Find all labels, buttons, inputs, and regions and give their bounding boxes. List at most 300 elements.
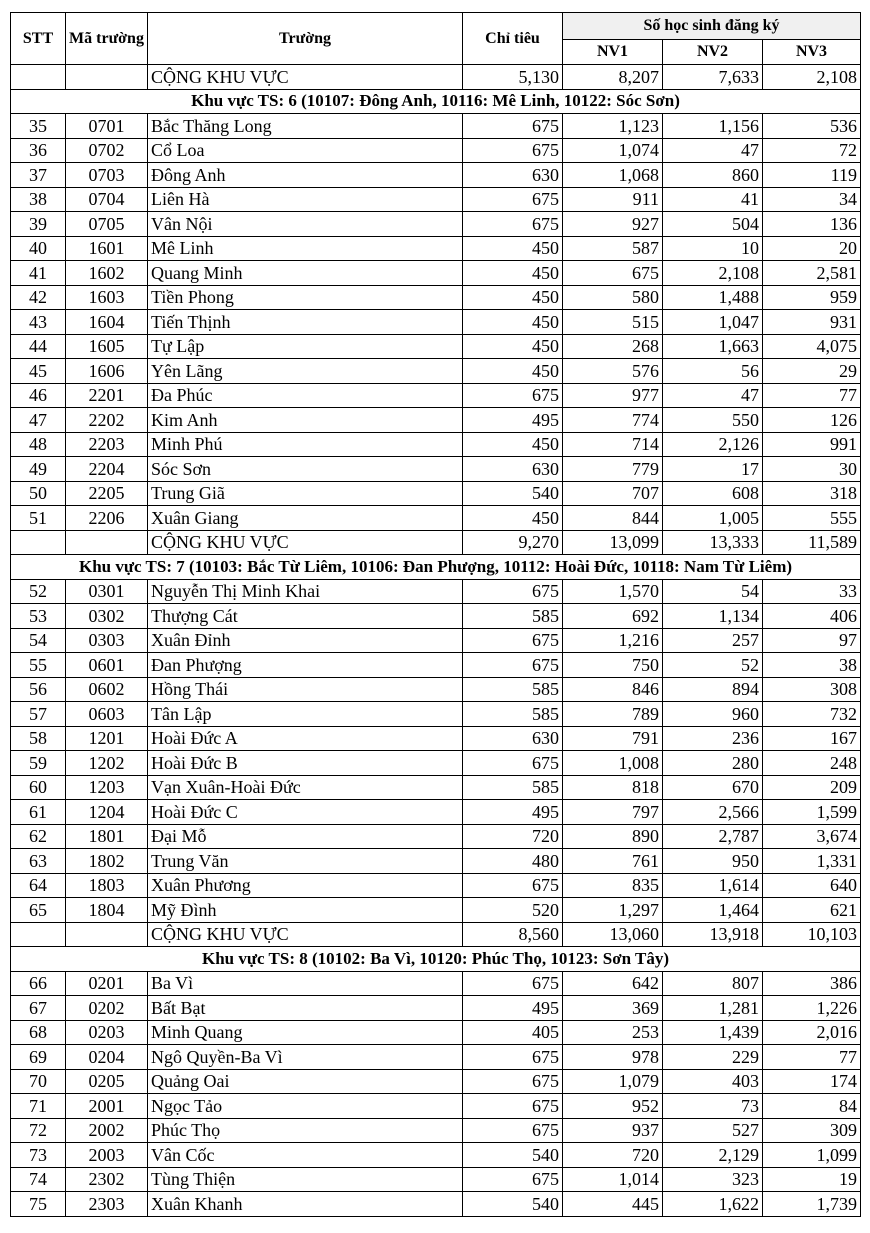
region-header-row	[11, 555, 861, 580]
cell-nv1: 1,008	[563, 751, 663, 776]
cell-ma-truong: 0704	[66, 187, 148, 212]
header-stt: STT	[11, 13, 66, 65]
cell-nv3: 174	[763, 1069, 861, 1094]
table-row	[11, 212, 861, 237]
cell-nv1: 642	[563, 971, 663, 996]
cell-ma-truong: 0302	[66, 604, 148, 629]
cell-ma-truong: 0703	[66, 163, 148, 188]
cell-nv2: 1,047	[663, 310, 763, 335]
cell-stt: 39	[11, 212, 66, 237]
cell-nv2: 1,488	[663, 285, 763, 310]
table-row	[11, 481, 861, 506]
cell-nv3: 555	[763, 506, 861, 531]
cell-ma-truong: 1604	[66, 310, 148, 335]
region-total-row	[11, 65, 861, 90]
table-row	[11, 310, 861, 335]
cell-nv2: 52	[663, 653, 763, 678]
cell-nv2: 2,566	[663, 800, 763, 825]
cell-stt: 35	[11, 114, 66, 139]
cell-chi-tieu: 630	[463, 457, 563, 482]
table-row	[11, 849, 861, 874]
table-row	[11, 138, 861, 163]
cell-stt: 46	[11, 383, 66, 408]
cell-truong: Hoài Đức C	[148, 800, 463, 825]
cell-nv1: 797	[563, 800, 663, 825]
cell-nv2: 257	[663, 628, 763, 653]
cell-nv1: 13,060	[563, 922, 663, 947]
cell-nv2: 527	[663, 1118, 763, 1143]
cell-stt	[11, 65, 66, 90]
cell-truong: CỘNG KHU VỰC	[148, 922, 463, 947]
cell-nv2: 280	[663, 751, 763, 776]
cell-nv3: 621	[763, 898, 861, 923]
cell-stt: 54	[11, 628, 66, 653]
cell-nv2: 960	[663, 702, 763, 727]
cell-nv3: 2,581	[763, 261, 861, 286]
cell-stt: 59	[11, 751, 66, 776]
cell-stt: 53	[11, 604, 66, 629]
cell-nv1: 8,207	[563, 65, 663, 90]
cell-chi-tieu: 630	[463, 163, 563, 188]
cell-nv2: 1,622	[663, 1192, 763, 1217]
cell-nv1: 911	[563, 187, 663, 212]
table-row	[11, 579, 861, 604]
cell-truong: Kim Anh	[148, 408, 463, 433]
cell-chi-tieu: 675	[463, 1118, 563, 1143]
cell-nv2: 54	[663, 579, 763, 604]
cell-stt: 47	[11, 408, 66, 433]
cell-truong: Tùng Thiện	[148, 1167, 463, 1192]
cell-nv2: 1,439	[663, 1020, 763, 1045]
cell-nv3: 19	[763, 1167, 861, 1192]
table-row	[11, 334, 861, 359]
cell-chi-tieu: 675	[463, 628, 563, 653]
cell-nv2: 670	[663, 775, 763, 800]
cell-nv3: 959	[763, 285, 861, 310]
cell-ma-truong: 2204	[66, 457, 148, 482]
table-row	[11, 285, 861, 310]
cell-truong: Ba Vì	[148, 971, 463, 996]
table-row	[11, 506, 861, 531]
cell-stt: 63	[11, 849, 66, 874]
cell-chi-tieu: 450	[463, 334, 563, 359]
cell-nv2: 10	[663, 236, 763, 261]
cell-stt: 70	[11, 1069, 66, 1094]
cell-stt: 40	[11, 236, 66, 261]
cell-nv1: 13,099	[563, 530, 663, 555]
cell-chi-tieu: 675	[463, 212, 563, 237]
cell-nv3: 309	[763, 1118, 861, 1143]
cell-ma-truong: 1801	[66, 824, 148, 849]
cell-ma-truong: 2203	[66, 432, 148, 457]
cell-chi-tieu: 675	[463, 653, 563, 678]
cell-nv3: 167	[763, 726, 861, 751]
cell-nv2: 17	[663, 457, 763, 482]
cell-chi-tieu: 585	[463, 775, 563, 800]
cell-nv1: 977	[563, 383, 663, 408]
cell-truong: Hoài Đức B	[148, 751, 463, 776]
cell-chi-tieu: 585	[463, 677, 563, 702]
cell-chi-tieu: 450	[463, 359, 563, 384]
cell-stt: 73	[11, 1143, 66, 1168]
region-header-row	[11, 89, 861, 114]
table-row	[11, 971, 861, 996]
cell-nv3: 308	[763, 677, 861, 702]
table-row	[11, 432, 861, 457]
cell-nv1: 844	[563, 506, 663, 531]
cell-ma-truong: 2303	[66, 1192, 148, 1217]
cell-stt: 72	[11, 1118, 66, 1143]
cell-nv1: 1,570	[563, 579, 663, 604]
cell-nv1: 937	[563, 1118, 663, 1143]
cell-truong: Quang Minh	[148, 261, 463, 286]
cell-nv3: 20	[763, 236, 861, 261]
cell-nv3: 3,674	[763, 824, 861, 849]
cell-ma-truong: 1202	[66, 751, 148, 776]
cell-nv3: 386	[763, 971, 861, 996]
table-row	[11, 1167, 861, 1192]
cell-ma-truong: 0202	[66, 996, 148, 1021]
cell-stt: 49	[11, 457, 66, 482]
cell-stt: 61	[11, 800, 66, 825]
header-nv3: NV3	[763, 40, 861, 65]
table-row	[11, 163, 861, 188]
cell-nv2: 860	[663, 163, 763, 188]
cell-ma-truong: 0205	[66, 1069, 148, 1094]
cell-ma-truong: 2003	[66, 1143, 148, 1168]
cell-nv3: 72	[763, 138, 861, 163]
cell-nv1: 720	[563, 1143, 663, 1168]
cell-nv3: 931	[763, 310, 861, 335]
table-row	[11, 1020, 861, 1045]
cell-stt: 67	[11, 996, 66, 1021]
cell-truong: Quảng Oai	[148, 1069, 463, 1094]
table-row	[11, 1069, 861, 1094]
cell-chi-tieu: 8,560	[463, 922, 563, 947]
cell-nv1: 774	[563, 408, 663, 433]
cell-chi-tieu: 585	[463, 604, 563, 629]
cell-nv1: 369	[563, 996, 663, 1021]
cell-stt: 69	[11, 1045, 66, 1070]
cell-nv3: 97	[763, 628, 861, 653]
region-total-row	[11, 922, 861, 947]
cell-nv1: 1,074	[563, 138, 663, 163]
cell-nv2: 2,108	[663, 261, 763, 286]
cell-nv1: 587	[563, 236, 663, 261]
cell-nv3: 77	[763, 1045, 861, 1070]
cell-chi-tieu: 675	[463, 751, 563, 776]
cell-ma-truong	[66, 530, 148, 555]
table-row	[11, 775, 861, 800]
cell-chi-tieu: 450	[463, 236, 563, 261]
cell-truong: Nguyễn Thị Minh Khai	[148, 579, 463, 604]
cell-chi-tieu: 450	[463, 506, 563, 531]
cell-stt: 43	[11, 310, 66, 335]
cell-nv2: 13,918	[663, 922, 763, 947]
cell-chi-tieu: 450	[463, 261, 563, 286]
cell-ma-truong: 2302	[66, 1167, 148, 1192]
table-row	[11, 873, 861, 898]
cell-chi-tieu: 5,130	[463, 65, 563, 90]
cell-ma-truong: 0203	[66, 1020, 148, 1045]
region-title: Khu vực TS: 8 (10102: Ba Vì, 10120: Phúc Thọ, 10123: Sơn Tây)	[11, 947, 861, 972]
cell-ma-truong: 1804	[66, 898, 148, 923]
cell-stt: 65	[11, 898, 66, 923]
cell-chi-tieu: 540	[463, 1192, 563, 1217]
cell-nv1: 835	[563, 873, 663, 898]
cell-stt: 56	[11, 677, 66, 702]
cell-nv3: 136	[763, 212, 861, 237]
cell-truong: CỘNG KHU VỰC	[148, 530, 463, 555]
cell-truong: Minh Phú	[148, 432, 463, 457]
cell-truong: Hoài Đức A	[148, 726, 463, 751]
header-nv1: NV1	[563, 40, 663, 65]
cell-truong: Vân Nội	[148, 212, 463, 237]
cell-chi-tieu: 720	[463, 824, 563, 849]
cell-nv3: 732	[763, 702, 861, 727]
table-row	[11, 726, 861, 751]
table-row	[11, 702, 861, 727]
cell-nv2: 1,156	[663, 114, 763, 139]
cell-nv3: 34	[763, 187, 861, 212]
cell-nv3: 4,075	[763, 334, 861, 359]
cell-ma-truong: 0601	[66, 653, 148, 678]
cell-nv3: 84	[763, 1094, 861, 1119]
cell-stt: 45	[11, 359, 66, 384]
cell-ma-truong: 2201	[66, 383, 148, 408]
cell-nv2: 2,787	[663, 824, 763, 849]
cell-nv2: 2,129	[663, 1143, 763, 1168]
cell-chi-tieu: 540	[463, 481, 563, 506]
header-nv2: NV2	[663, 40, 763, 65]
cell-ma-truong: 1606	[66, 359, 148, 384]
cell-nv3: 209	[763, 775, 861, 800]
cell-nv1: 890	[563, 824, 663, 849]
table-row	[11, 457, 861, 482]
cell-truong: Mỹ Đình	[148, 898, 463, 923]
region-title: Khu vực TS: 7 (10103: Bắc Từ Liêm, 10106: Đan Phượng, 10112: Hoài Đức, 10118: Nam Từ Liêm)	[11, 555, 861, 580]
cell-truong: Xuân Phương	[148, 873, 463, 898]
cell-nv3: 29	[763, 359, 861, 384]
cell-nv3: 640	[763, 873, 861, 898]
cell-nv1: 1,068	[563, 163, 663, 188]
cell-chi-tieu: 495	[463, 408, 563, 433]
cell-stt: 71	[11, 1094, 66, 1119]
cell-truong: Liên Hà	[148, 187, 463, 212]
cell-chi-tieu: 675	[463, 579, 563, 604]
cell-stt: 41	[11, 261, 66, 286]
cell-nv3: 10,103	[763, 922, 861, 947]
cell-truong: Xuân Đỉnh	[148, 628, 463, 653]
cell-truong: Ngô Quyền-Ba Vì	[148, 1045, 463, 1070]
cell-truong: Xuân Giang	[148, 506, 463, 531]
cell-truong: Bất Bạt	[148, 996, 463, 1021]
cell-stt: 51	[11, 506, 66, 531]
cell-ma-truong: 1803	[66, 873, 148, 898]
table-row	[11, 408, 861, 433]
header-ma-truong: Mã trường	[66, 13, 148, 65]
cell-nv1: 580	[563, 285, 663, 310]
table-row	[11, 359, 861, 384]
cell-stt: 36	[11, 138, 66, 163]
cell-truong: Ngọc Tảo	[148, 1094, 463, 1119]
cell-nv2: 504	[663, 212, 763, 237]
cell-chi-tieu: 520	[463, 898, 563, 923]
cell-nv2: 13,333	[663, 530, 763, 555]
cell-nv2: 41	[663, 187, 763, 212]
cell-nv3: 991	[763, 432, 861, 457]
cell-nv3: 119	[763, 163, 861, 188]
cell-nv2: 236	[663, 726, 763, 751]
cell-ma-truong: 2205	[66, 481, 148, 506]
cell-ma-truong: 1601	[66, 236, 148, 261]
cell-nv2: 1,614	[663, 873, 763, 898]
cell-ma-truong: 2202	[66, 408, 148, 433]
cell-chi-tieu: 495	[463, 996, 563, 1021]
cell-chi-tieu: 540	[463, 1143, 563, 1168]
cell-stt: 52	[11, 579, 66, 604]
cell-chi-tieu: 675	[463, 187, 563, 212]
cell-truong: Vạn Xuân-Hoài Đức	[148, 775, 463, 800]
cell-nv3: 2,108	[763, 65, 861, 90]
cell-truong: Tân Lập	[148, 702, 463, 727]
cell-nv3: 11,589	[763, 530, 861, 555]
cell-stt: 38	[11, 187, 66, 212]
cell-ma-truong: 0602	[66, 677, 148, 702]
cell-truong: CỘNG KHU VỰC	[148, 65, 463, 90]
cell-stt: 37	[11, 163, 66, 188]
cell-nv3: 536	[763, 114, 861, 139]
cell-nv1: 692	[563, 604, 663, 629]
cell-nv3: 1,226	[763, 996, 861, 1021]
cell-truong: Mê Linh	[148, 236, 463, 261]
cell-truong: Xuân Khanh	[148, 1192, 463, 1217]
cell-nv3: 248	[763, 751, 861, 776]
cell-nv1: 1,014	[563, 1167, 663, 1192]
cell-nv1: 576	[563, 359, 663, 384]
cell-ma-truong: 1603	[66, 285, 148, 310]
cell-ma-truong: 2001	[66, 1094, 148, 1119]
cell-ma-truong: 0705	[66, 212, 148, 237]
cell-stt: 58	[11, 726, 66, 751]
cell-truong: Đại Mỗ	[148, 824, 463, 849]
cell-nv3: 1,739	[763, 1192, 861, 1217]
cell-chi-tieu: 495	[463, 800, 563, 825]
cell-ma-truong: 1204	[66, 800, 148, 825]
cell-chi-tieu: 675	[463, 114, 563, 139]
table-row	[11, 261, 861, 286]
cell-stt: 64	[11, 873, 66, 898]
cell-nv1: 253	[563, 1020, 663, 1045]
cell-stt	[11, 530, 66, 555]
cell-nv3: 30	[763, 457, 861, 482]
cell-nv2: 1,464	[663, 898, 763, 923]
table-row	[11, 114, 861, 139]
cell-truong: Minh Quang	[148, 1020, 463, 1045]
cell-ma-truong	[66, 65, 148, 90]
cell-nv3: 38	[763, 653, 861, 678]
cell-truong: Thượng Cát	[148, 604, 463, 629]
cell-nv2: 894	[663, 677, 763, 702]
cell-stt: 66	[11, 971, 66, 996]
cell-nv1: 515	[563, 310, 663, 335]
cell-nv3: 1,331	[763, 849, 861, 874]
cell-nv1: 779	[563, 457, 663, 482]
cell-truong: Cổ Loa	[148, 138, 463, 163]
cell-truong: Vân Cốc	[148, 1143, 463, 1168]
cell-nv2: 1,281	[663, 996, 763, 1021]
cell-nv2: 56	[663, 359, 763, 384]
table-row	[11, 604, 861, 629]
cell-nv1: 1,297	[563, 898, 663, 923]
cell-nv1: 927	[563, 212, 663, 237]
cell-nv3: 1,599	[763, 800, 861, 825]
cell-truong: Sóc Sơn	[148, 457, 463, 482]
cell-nv2: 550	[663, 408, 763, 433]
cell-chi-tieu: 675	[463, 138, 563, 163]
table-row	[11, 187, 861, 212]
cell-stt: 68	[11, 1020, 66, 1045]
region-title: Khu vực TS: 6 (10107: Đông Anh, 10116: Mê Linh, 10122: Sóc Sơn)	[11, 89, 861, 114]
enrollment-table	[10, 12, 861, 1217]
cell-nv2: 950	[663, 849, 763, 874]
cell-ma-truong: 1201	[66, 726, 148, 751]
table-row	[11, 1143, 861, 1168]
cell-ma-truong: 0701	[66, 114, 148, 139]
table-row	[11, 1094, 861, 1119]
cell-nv1: 675	[563, 261, 663, 286]
cell-ma-truong: 2002	[66, 1118, 148, 1143]
table-row	[11, 383, 861, 408]
cell-stt: 60	[11, 775, 66, 800]
cell-nv2: 2,126	[663, 432, 763, 457]
region-header-row	[11, 947, 861, 972]
cell-nv3: 33	[763, 579, 861, 604]
table-row	[11, 751, 861, 776]
cell-nv1: 1,123	[563, 114, 663, 139]
cell-ma-truong: 1802	[66, 849, 148, 874]
cell-chi-tieu: 450	[463, 310, 563, 335]
cell-ma-truong: 0301	[66, 579, 148, 604]
header-so-hoc-sinh: Số học sinh đăng ký	[563, 13, 861, 40]
cell-nv1: 761	[563, 849, 663, 874]
region-total-row	[11, 530, 861, 555]
cell-chi-tieu: 630	[463, 726, 563, 751]
cell-truong: Đa Phúc	[148, 383, 463, 408]
cell-ma-truong: 0702	[66, 138, 148, 163]
cell-nv2: 1,134	[663, 604, 763, 629]
cell-nv1: 791	[563, 726, 663, 751]
cell-nv1: 1,216	[563, 628, 663, 653]
cell-nv2: 47	[663, 138, 763, 163]
cell-nv3: 406	[763, 604, 861, 629]
cell-truong: Phúc Thọ	[148, 1118, 463, 1143]
cell-truong: Hồng Thái	[148, 677, 463, 702]
cell-truong: Yên Lãng	[148, 359, 463, 384]
cell-truong: Đông Anh	[148, 163, 463, 188]
cell-nv3: 2,016	[763, 1020, 861, 1045]
cell-nv1: 714	[563, 432, 663, 457]
cell-nv1: 789	[563, 702, 663, 727]
cell-truong: Bắc Thăng Long	[148, 114, 463, 139]
cell-stt: 55	[11, 653, 66, 678]
cell-nv1: 445	[563, 1192, 663, 1217]
cell-stt: 74	[11, 1167, 66, 1192]
cell-chi-tieu: 9,270	[463, 530, 563, 555]
cell-ma-truong: 1203	[66, 775, 148, 800]
cell-nv2: 7,633	[663, 65, 763, 90]
cell-ma-truong: 2206	[66, 506, 148, 531]
